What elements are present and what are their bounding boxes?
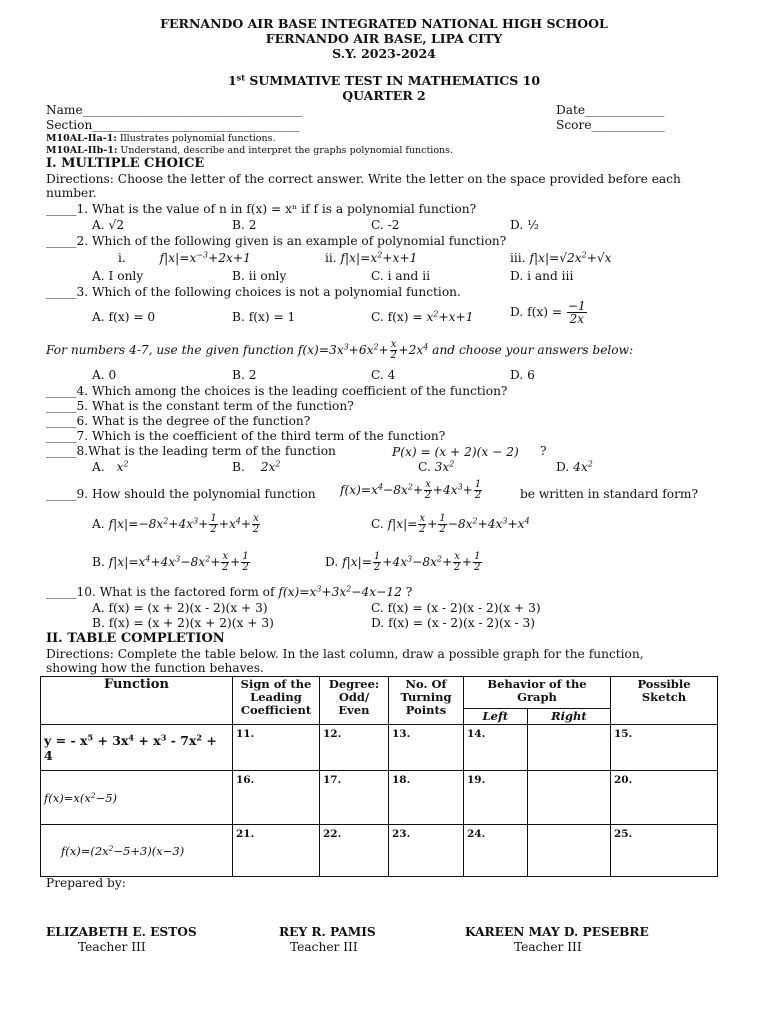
answer-blank[interactable]: 13. xyxy=(392,728,411,741)
competency-2: M10AL-IIb-1: Understand, describe and interpret the graphs polynomial functions. xyxy=(46,145,454,156)
q8-option-a: A. $x^2$ xyxy=(92,459,129,474)
answer-blank[interactable]: 11. xyxy=(236,728,255,741)
answer-blank[interactable]: 23. xyxy=(392,828,411,841)
question-6: _____6. What is the degree of the function? xyxy=(46,414,311,428)
col-function: Function xyxy=(41,677,233,725)
question-5: _____5. What is the constant term of the function? xyxy=(46,399,354,413)
q1-option-c: C. -2 xyxy=(371,218,400,232)
question-8: _____8.What is the leading term of the function xyxy=(46,444,336,458)
given-function-note: For numbers 4-7, use the given function $f(x)=3x^3+6x^2+$ $\frac{x}{2}$ $+2x^4$ and choose your answers below: xyxy=(46,339,634,361)
q47-option-c: C. 4 xyxy=(371,368,396,382)
q2-option-c: C. i and ii xyxy=(371,269,430,283)
q9-option-d: D. f|x|= $\frac{1}{2}$ $+4x^3-8x^2+$ $\frac{x}{2}$ + $\frac{1}{2}$ xyxy=(325,551,481,573)
q1-option-b: B. 2 xyxy=(232,218,257,232)
test-title: 1st SUMMATIVE TEST IN MATHEMATICS 10 xyxy=(227,72,541,88)
teacher-name: KAREEN MAY D. PESEBRE xyxy=(465,925,649,939)
answer-blank[interactable]: 18. xyxy=(392,774,411,787)
q47-option-d: D. 6 xyxy=(510,368,535,382)
q9-option-a: A. $f|x|=-8x^2+4x^3+$ $\frac{1}{2}$ $+x^4+$ $\frac{x}{2}$ xyxy=(92,513,260,535)
q8-function: P(x) = (x + 2)(x − 2) xyxy=(392,445,519,459)
answer-blank[interactable]: 19. xyxy=(467,774,486,787)
prepared-by: Prepared by: xyxy=(46,876,126,890)
q2-item-i: i. $f|x|=x^{-3}+2x+1$ xyxy=(118,250,251,265)
teacher-name: ELIZABETH E. ESTOS xyxy=(46,925,197,939)
answer-blank[interactable]: 22. xyxy=(323,828,342,841)
answer-blank[interactable]: 16. xyxy=(236,774,255,787)
q47-option-a: A. 0 xyxy=(92,368,117,382)
q10-option-b: B. f(x) = (x + 2)(x + 2)(x + 3) xyxy=(92,616,274,630)
school-year: S.Y. 2023-2024 xyxy=(332,46,436,61)
answer-blank[interactable]: 14. xyxy=(467,728,486,741)
q3-option-b: B. f(x) = 1 xyxy=(232,310,296,324)
table-row xyxy=(41,825,718,877)
q10-option-a: A. f(x) = (x + 2)(x - 2)(x + 3) xyxy=(92,601,268,615)
part2-heading: II. TABLE COMPLETION xyxy=(46,631,225,646)
question-7: _____7. Which is the coefficient of the third term of the function? xyxy=(46,429,446,443)
q47-option-b: B. 2 xyxy=(232,368,257,382)
q2-option-a: A. I only xyxy=(92,269,144,283)
q9-option-b: B. $f|x|=x^4+4x^3-8x^2+$ $\frac{x}{2}$ + $\frac{1}{2}$ xyxy=(92,551,249,573)
question-9: _____9. How should the polynomial function xyxy=(46,487,316,501)
quarter: QUARTER 2 xyxy=(342,88,426,103)
col-left: Left xyxy=(464,709,528,725)
question-2: _____2. Which of the following given is an example of polynomial function? xyxy=(46,234,507,248)
function-cell: $f(x)=x(x^2-5)$ xyxy=(41,771,233,825)
question-4: _____4. Which among the choices is the leading coefficient of the function? xyxy=(46,384,508,398)
teacher-title: Teacher III xyxy=(78,940,146,954)
answer-blank[interactable]: 15. xyxy=(614,728,633,741)
q8-option-d: D. $4x^2$ xyxy=(556,459,593,474)
teacher-title: Teacher III xyxy=(514,940,582,954)
answer-blank[interactable]: 25. xyxy=(614,828,633,841)
col-degree: Degree: Odd/ Even xyxy=(320,677,389,725)
q1-option-a: A. √2 xyxy=(92,218,125,232)
col-behavior: Behavior of the Graph xyxy=(464,677,611,709)
question-10: _____10. What is the factored form of $f(x)=x^3+3x^2-4x-12$ ? xyxy=(46,584,413,599)
col-right: Right xyxy=(527,709,610,725)
q2-option-b: B. ii only xyxy=(232,269,287,283)
school-address: FERNANDO AIR BASE, LIPA CITY xyxy=(265,31,503,46)
q8-option-c: C. $3x^2$ xyxy=(418,459,455,474)
q2-item-ii: ii. $f|x|=x^2+x+1$ xyxy=(325,250,418,265)
answer-blank[interactable]: 17. xyxy=(323,774,342,787)
part1-directions-cont: number. xyxy=(46,186,97,200)
q1-option-d: D. ½ xyxy=(510,218,539,232)
part2-directions: Directions: Complete the table below. In the last column, draw a possible graph for the function, xyxy=(46,647,644,661)
competency-1: M10AL-IIa-1: Illustrates polynomial functions. xyxy=(46,133,276,144)
q10-option-c: C. f(x) = (x - 2)(x - 2)(x + 3) xyxy=(371,601,541,615)
table-row xyxy=(41,771,718,825)
answer-blank[interactable]: 20. xyxy=(614,774,633,787)
teacher-title: Teacher III xyxy=(290,940,358,954)
q2-item-iii: iii. $f|x|=√2x^2+√x$ xyxy=(510,250,612,265)
function-table xyxy=(40,676,718,877)
q9-function: $f(x)=x^4-8x^2+$ $\frac{x}{2}$ $+4x^3+$ $\frac{1}{2}$ xyxy=(340,479,482,501)
date-field[interactable]: Date_____________ xyxy=(556,103,665,117)
q9-option-c: C. f|x|= $\frac{x}{2}$ + $\frac{1}{2}$ $-8x^2+4x^3+x^4$ xyxy=(371,513,530,535)
part2-directions-cont: showing how the function behaves. xyxy=(46,661,264,675)
col-sign: Sign of the Leading Coefficient xyxy=(233,677,320,725)
answer-blank[interactable]: 24. xyxy=(467,828,486,841)
col-sketch: Possible Sketch xyxy=(611,677,718,725)
q8-qmark: ? xyxy=(540,444,547,458)
part1-directions: Directions: Choose the letter of the correct answer. Write the letter on the space provided before each xyxy=(46,172,681,186)
name-field[interactable]: Name____________________________________ xyxy=(46,103,303,117)
answer-blank[interactable]: 12. xyxy=(323,728,342,741)
q10-option-d: D. f(x) = (x - 2)(x - 2)(x - 3) xyxy=(371,616,535,630)
table-row xyxy=(41,725,718,771)
q3-option-a: A. f(x) = 0 xyxy=(92,310,156,324)
question-3: _____3. Which of the following choices is not a polynomial function. xyxy=(46,285,461,299)
function-cell: $f(x)=(2x^2-5+3)(x-3)$ xyxy=(41,825,233,877)
q3-option-d: D. f(x) = $\frac{-1}{2x}$ xyxy=(510,299,586,326)
section-field[interactable]: Section__________________________________ xyxy=(46,118,300,132)
teacher-name: REY R. PAMIS xyxy=(279,925,376,939)
q9-tail: be written in standard form? xyxy=(520,487,698,501)
question-1: _____1. What is the value of n in f(x) = xⁿ if f is a polynomial function? xyxy=(46,202,477,216)
col-turning: No. Of Turning Points xyxy=(389,677,464,725)
q3-option-c: C. $f(x) = x^2+x+1$ xyxy=(371,309,474,324)
part1-heading: I. MULTIPLE CHOICE xyxy=(46,156,205,171)
q2-option-d: D. i and iii xyxy=(510,269,574,283)
function-cell: y = - $x^5 + 3x^4 + x^3 - 7x^2 + 4$ xyxy=(41,725,233,771)
q8-option-b: B. $2x^2$ xyxy=(232,459,281,474)
score-field[interactable]: Score____________ xyxy=(556,118,665,132)
answer-blank[interactable]: 21. xyxy=(236,828,255,841)
school-name: FERNANDO AIR BASE INTEGRATED NATIONAL HIGH SCHOOL xyxy=(160,16,608,31)
